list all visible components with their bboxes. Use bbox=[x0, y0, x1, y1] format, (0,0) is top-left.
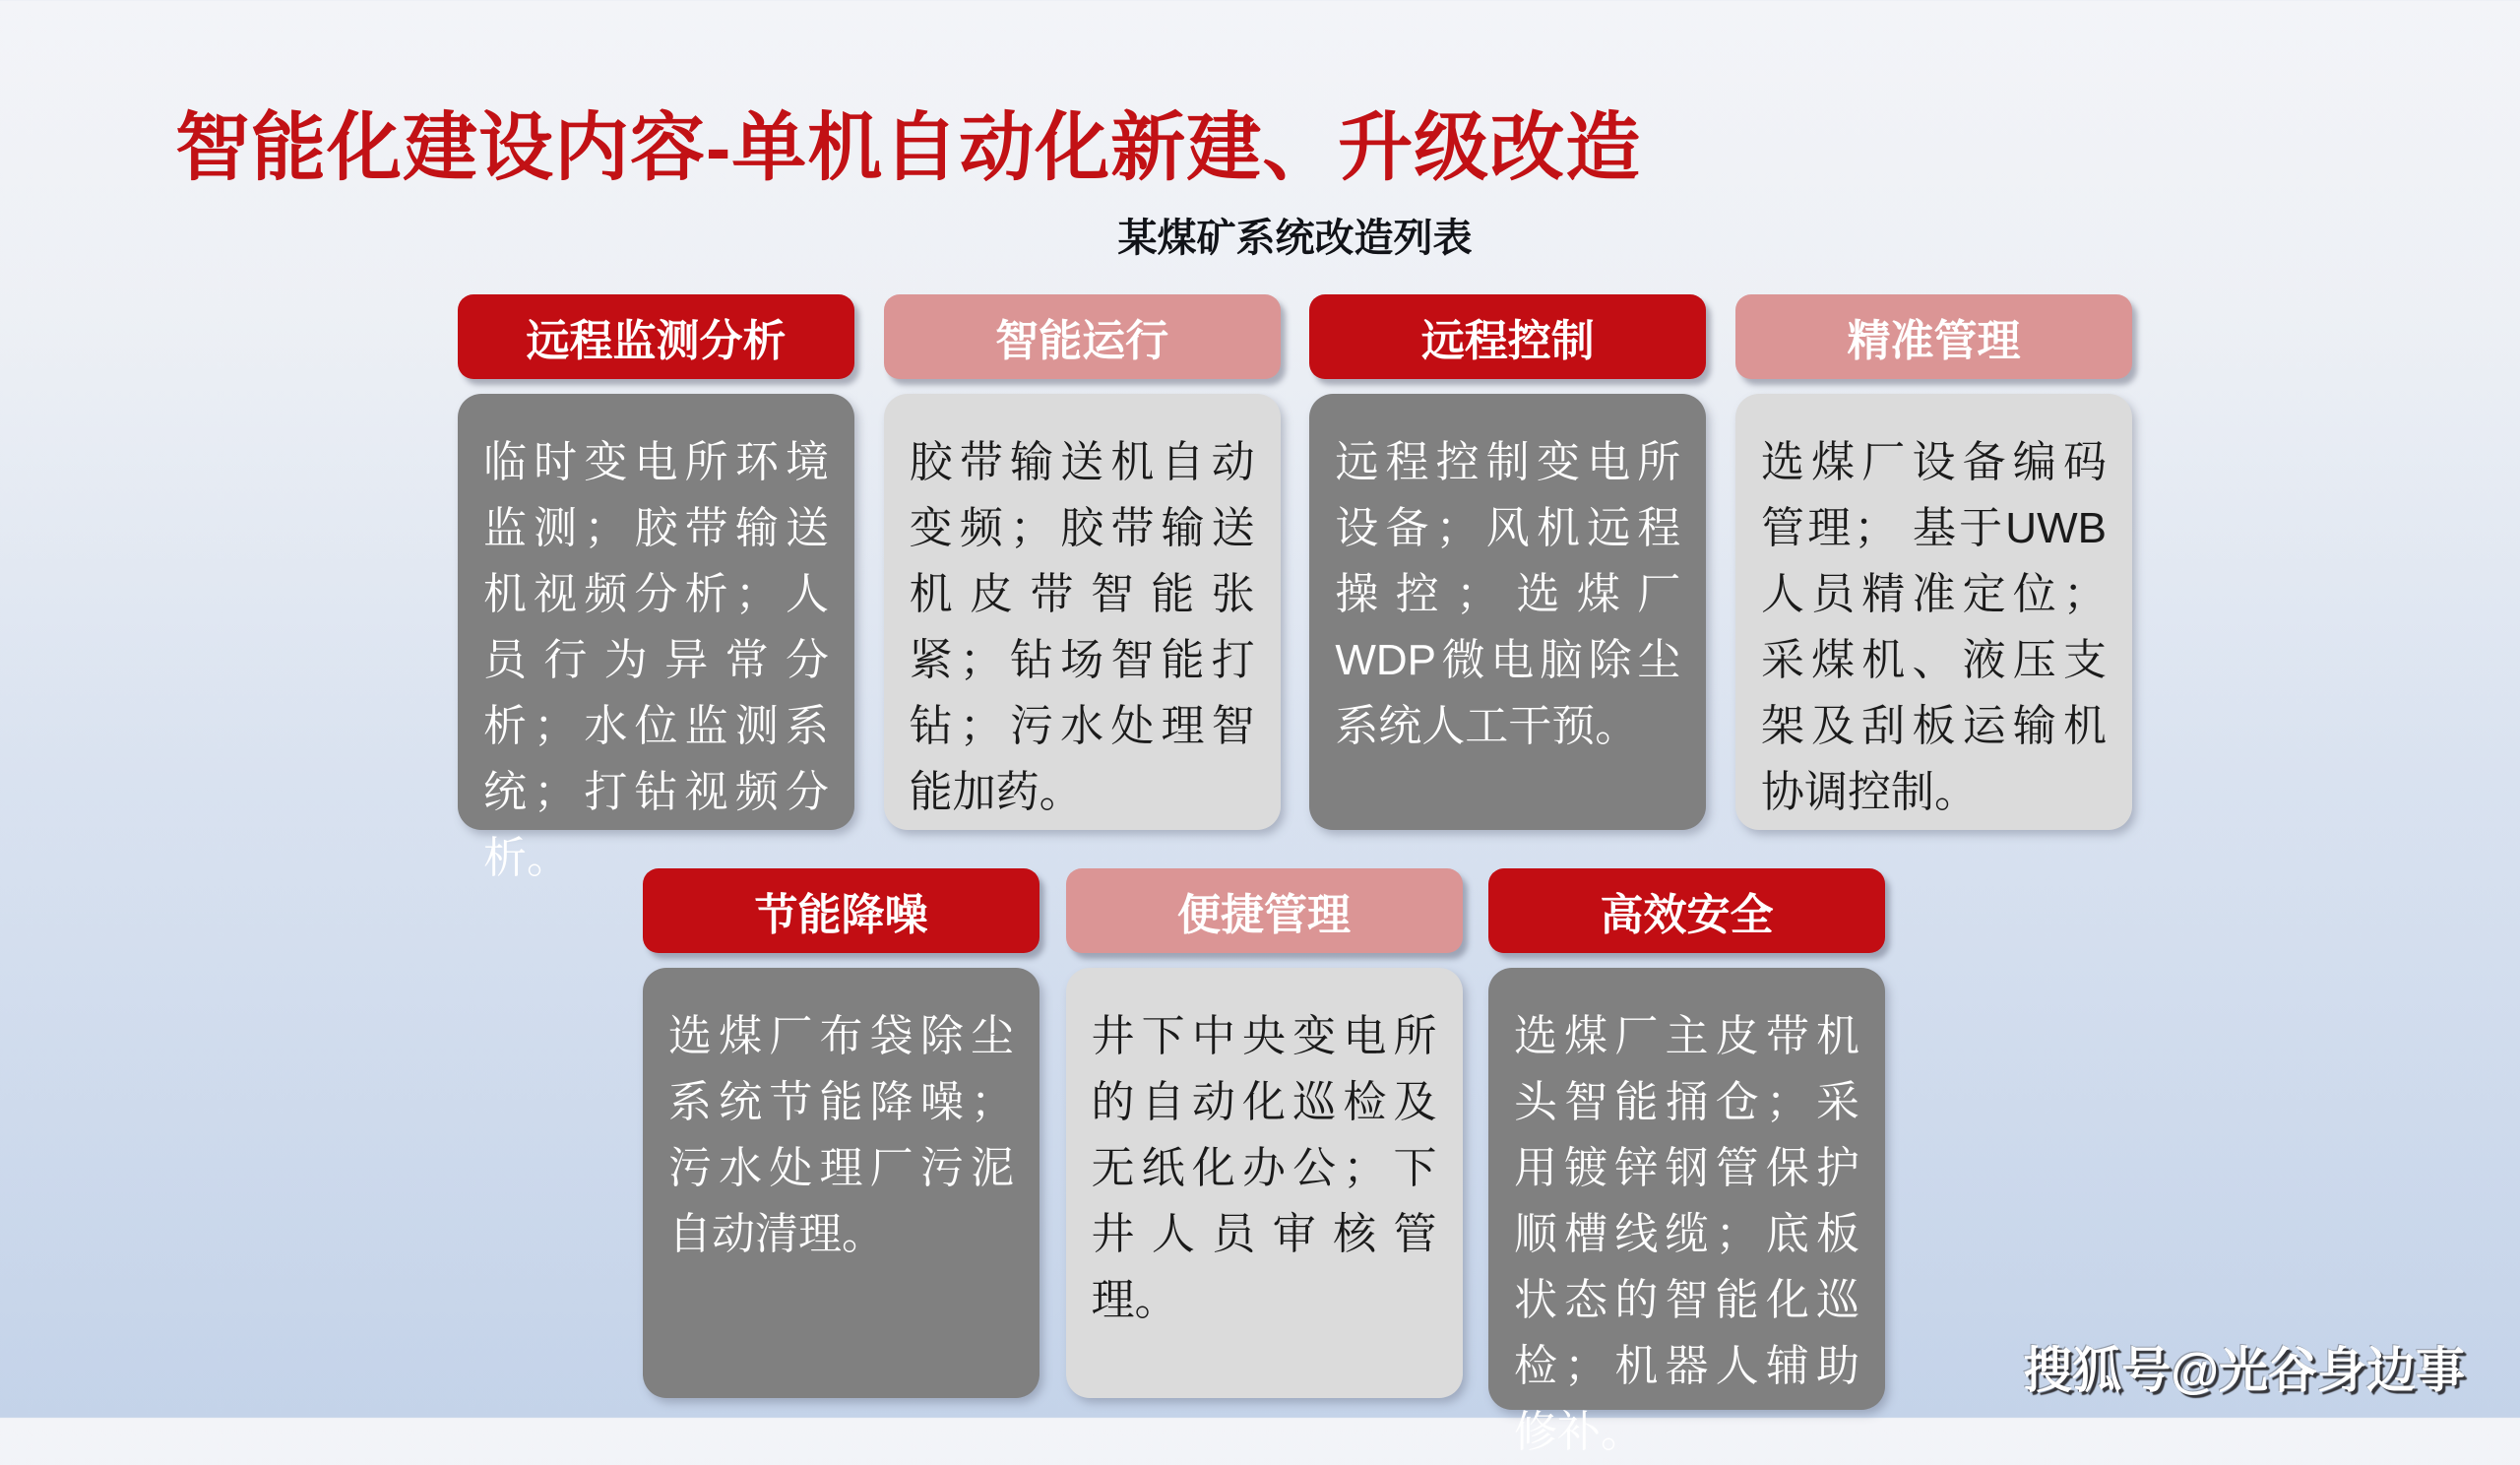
card-convenient-management bbox=[1066, 868, 1463, 1410]
card-intelligent-operation bbox=[884, 294, 1281, 830]
card-energy-saving-noise-reduction bbox=[643, 868, 1040, 1410]
card-header: 高效安全 bbox=[1488, 868, 1885, 953]
card-body: 选煤厂主皮带机头智能捅仓；采用镀锌钢管保护顺槽线缆；底板状态的智能化巡检；机器人辅助修补。 bbox=[1488, 968, 1885, 1410]
watermark: 搜狐号@光谷身边事 bbox=[2023, 1343, 2465, 1398]
card-body: 井下中央变电所的自动化巡检及无纸化办公；下井人员审核管理。 bbox=[1066, 968, 1463, 1398]
table-caption: 某煤矿系统改造列表 bbox=[1117, 217, 1473, 260]
card-body: 胶带输送机自动变频；胶带输送机皮带智能张紧；钻场智能打钻；污水处理智能加药。 bbox=[884, 394, 1281, 830]
card-body: 选煤厂布袋除尘系统节能降噪；污水处理厂污泥自动清理。 bbox=[643, 968, 1040, 1398]
card-remote-monitoring-analysis bbox=[458, 294, 854, 882]
card-header: 精准管理 bbox=[1735, 294, 2132, 379]
card-remote-control bbox=[1309, 294, 1706, 830]
page-title: 智能化建设内容-单机自动化新建、升级改造 bbox=[175, 105, 1642, 190]
card-row-2 bbox=[643, 868, 1885, 1456]
card-header: 节能降噪 bbox=[643, 868, 1040, 953]
card-body: 选煤厂设备编码管理； 基于UWB人员精准定位；采煤机、液压支架及刮板运输机协调控制。 bbox=[1735, 394, 2132, 830]
card-header: 智能运行 bbox=[884, 294, 1281, 379]
card-body: 临时变电所环境监测；胶带输送机视频分析；人员行为异常分析；水位监测系统；打钻视频分析。 bbox=[458, 394, 854, 830]
card-header: 远程监测分析 bbox=[458, 294, 854, 379]
card-header: 便捷管理 bbox=[1066, 868, 1463, 953]
card-body: 远程控制变电所设备；风机远程操控；选煤厂WDP微电脑除尘系统人工干预。 bbox=[1309, 394, 1706, 830]
card-header: 远程控制 bbox=[1309, 294, 1706, 379]
card-precise-management bbox=[1735, 294, 2132, 830]
card-efficient-safety bbox=[1488, 868, 1885, 1456]
card-row-1 bbox=[458, 294, 2132, 882]
